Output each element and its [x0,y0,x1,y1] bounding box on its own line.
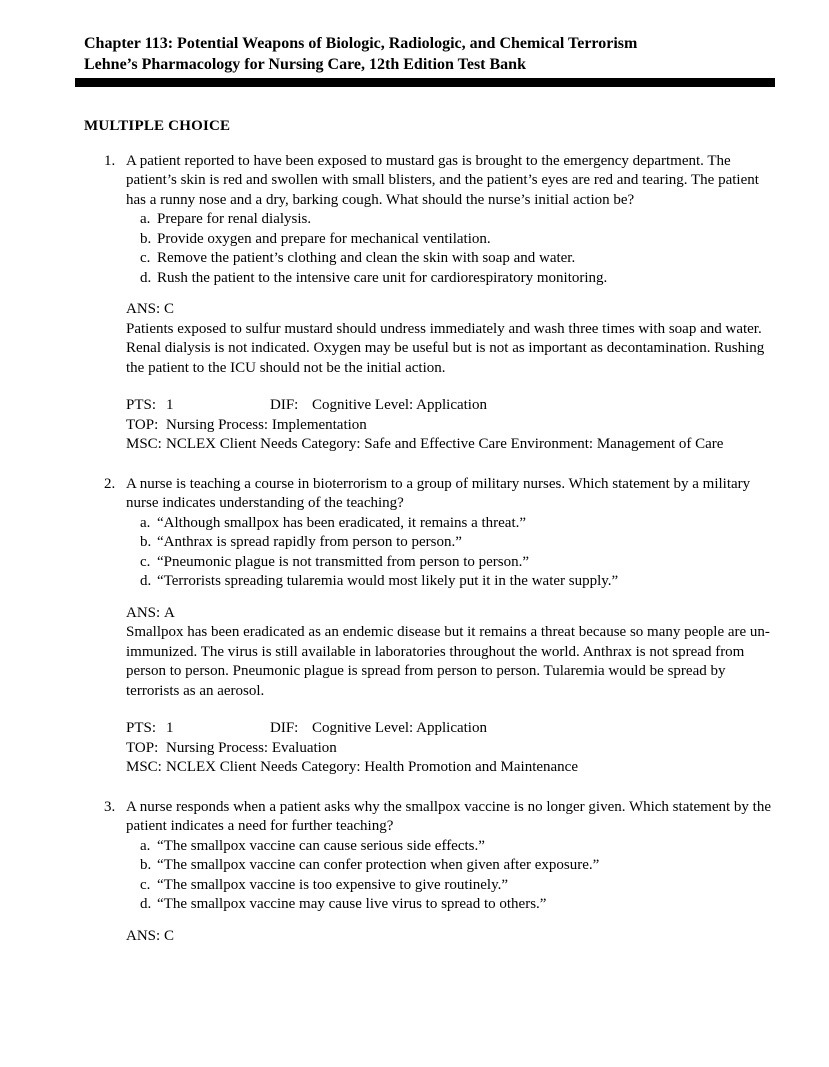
option-text: Rush the patient to the intensive care unit for cardiorespiratory monitoring. [157,269,608,286]
meta-block [126,719,775,778]
option-row [140,837,775,857]
pts-label: PTS: [126,397,157,413]
header-title-line1: Chapter 113: Potential Weapons of Biologic, Radiologic, and Chemical Terrorism [84,35,638,52]
option-letter: c. [140,876,151,893]
question-item [104,798,775,947]
answer-line [126,300,775,320]
document-header [84,33,775,87]
option-row [140,514,775,534]
option-row [140,572,775,592]
meta-line-top [126,416,775,436]
option-row [140,553,775,573]
options-list [140,210,775,288]
option-text: “The smallpox vaccine may cause live virus to spread to others.” [157,896,547,912]
meta-line-msc [126,758,775,778]
option-letter: c. [140,250,151,266]
pts-label: PTS: [126,720,157,736]
option-text: “Anthrax is spread rapidly from person to person.” [157,534,462,550]
question-stem: A nurse is teaching a course in bioterrorism to a group of military nurses. Which statement by a military nurse indicates understanding of the teaching? [126,475,751,511]
msc-label: MSC: [126,759,162,775]
top-value: Nursing Process: Implementation [166,416,367,433]
answer-line [126,604,775,624]
answer-value: C [164,301,175,317]
dif-label: DIF: [270,720,299,736]
option-row [140,856,775,876]
dif-label: DIF: [270,397,299,413]
top-label: TOP: [126,416,159,433]
answer-label: ANS: [126,301,161,317]
question-body [126,152,775,455]
option-text: “Pneumonic plague is not transmitted from person to person.” [157,553,530,570]
msc-value: NCLEX Client Needs Category: Health Promotion and Maintenance [166,759,578,775]
answer-block [126,300,775,378]
question-item [104,475,775,778]
option-row [140,210,775,230]
option-row [140,533,775,553]
option-row [140,249,775,269]
question-item [104,152,775,455]
option-letter: d. [140,269,152,286]
header-divider-bar [75,78,775,87]
answer-label: ANS: [126,927,161,944]
option-letter: a. [140,211,151,227]
question-number: 2. [104,475,116,492]
option-text: “Although smallpox has been eradicated, it remains a threat.” [157,514,527,531]
meta-line-pts-dif [126,396,775,416]
option-letter: d. [140,896,152,912]
option-letter: b. [140,534,152,550]
option-row [140,876,775,896]
option-letter: c. [140,553,151,570]
option-row [140,895,775,915]
option-letter: b. [140,230,152,247]
section-heading: MULTIPLE CHOICE [84,118,231,134]
header-title-line2: Lehne’s Pharmacology for Nursing Care, 12th Edition Test Bank [84,56,526,73]
msc-label: MSC: [126,436,162,452]
options-list [140,837,775,915]
meta-block [126,396,775,455]
option-letter: a. [140,837,151,854]
question-body [126,475,775,778]
option-text: Prepare for renal dialysis. [157,211,312,227]
option-letter: b. [140,857,152,873]
option-text: “The smallpox vaccine can cause serious side effects.” [157,837,485,854]
option-text: “The smallpox vaccine can confer protection when given after exposure.” [157,857,600,873]
option-row [140,230,775,250]
question-stem: A nurse responds when a patient asks why the smallpox vaccine is no longer given. Which statement by the patient indicates a need for further teaching? [126,798,771,834]
answer-label: ANS: [126,604,161,621]
question-stem: A patient reported to have been exposed to mustard gas is brought to the emergency department. The patient’s skin is red and swollen with small blisters, and the patient’s eyes are red and tearing. The patient has a runny nose and a dry, barking cough. What should the nurse’s initial action be? [126,152,759,208]
question-body [126,798,775,947]
dif-value: Cognitive Level: Application [312,720,487,736]
options-list [140,514,775,592]
answer-line [126,927,775,947]
dif-value: Cognitive Level: Application [312,397,487,413]
option-row [140,269,775,289]
rationale-text: Smallpox has been eradicated as an endemic disease but it remains a threat because so many people are un-immunized. The virus is still available in laboratories throughout the world. Anthrax is not spread from person to person. Pneumonic plague is spread from person to person. Tularemia would be spread by terrorists as an aerosol. [126,624,770,699]
answer-value: A [164,604,175,621]
rationale-text: Patients exposed to sulfur mustard should undress immediately and wash three times with soap and water. Renal dialysis is not indicated. Oxygen may be useful but is not as important as decontamination. Rushing the patient to the ICU should not be the initial action. [126,320,765,376]
msc-value: NCLEX Client Needs Category: Safe and Effective Care Environment: Management of Care [166,436,724,452]
answer-value: C [164,927,175,944]
option-letter: d. [140,573,152,589]
option-text: “The smallpox vaccine is too expensive to give routinely.” [157,876,509,893]
answer-block [126,927,775,947]
top-value: Nursing Process: Evaluation [166,739,337,756]
meta-line-msc [126,435,775,455]
top-label: TOP: [126,739,159,756]
option-text: “Terrorists spreading tularemia would most likely put it in the water supply.” [157,573,619,589]
option-text: Remove the patient’s clothing and clean the skin with soap and water. [157,250,576,266]
pts-value: 1 [166,720,174,736]
answer-block [126,604,775,702]
option-text: Provide oxygen and prepare for mechanical ventilation. [157,230,491,247]
questions-list [84,152,775,947]
question-number: 3. [104,798,116,815]
meta-line-top [126,739,775,759]
option-letter: a. [140,514,151,531]
meta-line-pts-dif [126,719,775,739]
pts-value: 1 [166,397,174,413]
question-number: 1. [104,152,116,169]
